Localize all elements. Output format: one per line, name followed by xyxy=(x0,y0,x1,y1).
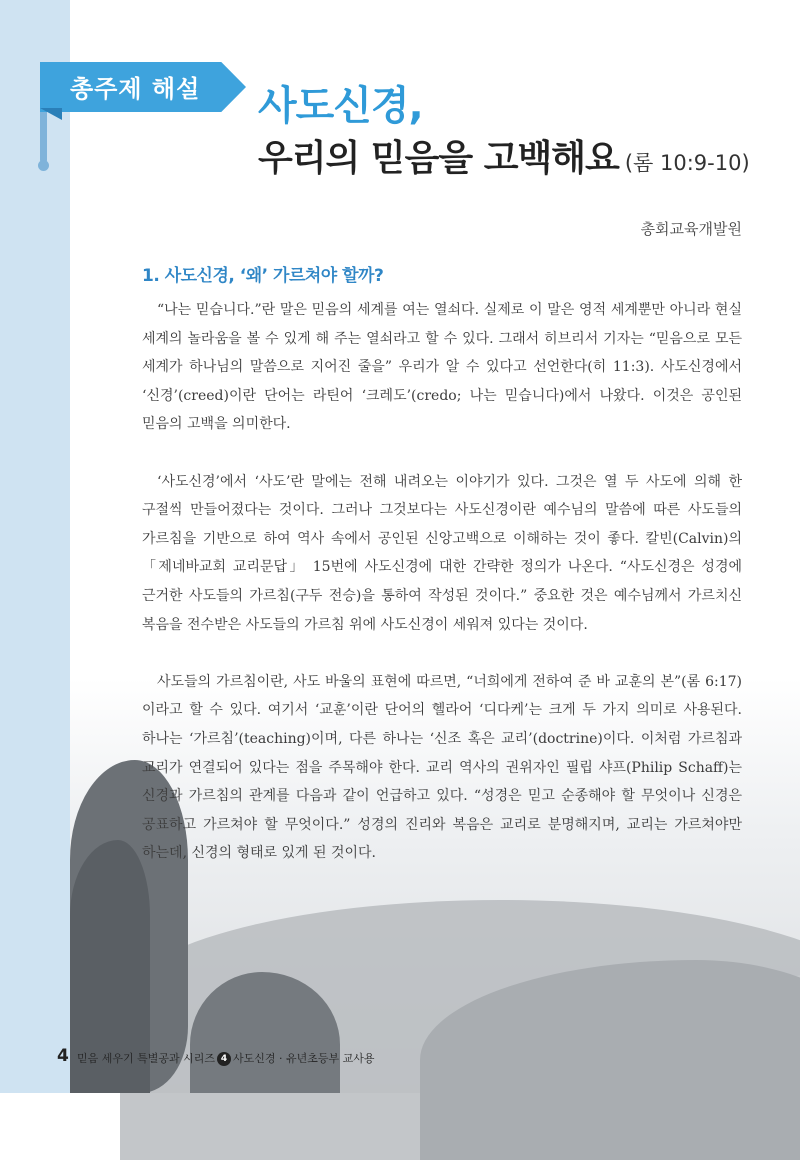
paragraph: “나는 믿습니다.”란 말은 믿음의 세계를 여는 열쇠다. 실제로 이 말은 영적 세계뿐만 아니라 현실 세계의 놀라움을 볼 수 있게 해 주는 열쇠라고 할 수 있다. 그래서 히브리서 기자는 “믿음으로 모든 세계가 하나님의 말씀으로 지어진 줄을” 우리가 알 수 있다고 선언한다(히 11:3). 사도신경에서 ‘신경’(creed)이란 단어는 라틴어 ‘크레도’(credo; 나는 믿습니다)에서 나왔다. 이것은 공인된 믿음의 고백을 의미한다. xyxy=(142,302,742,433)
series-number-badge: 4 xyxy=(217,1052,231,1066)
topic-label: 총주제 해설 xyxy=(70,75,201,103)
page-title-line1: 사도신경, xyxy=(258,83,423,129)
author-credit: 총회교육개발원 xyxy=(640,220,742,238)
paragraph: ‘사도신경’에서 ‘사도’란 말에는 전해 내려오는 이야기가 있다. 그것은 열 두 사도에 의해 한 구절씩 만들어졌다는 것이다. 그러나 그것보다는 사도신경이란 예수님의 말씀에 따른 사도들의 가르침을 기반으로 하여 역사 속에서 공인된 신앙고백으로 이해하는 것이 좋다. 칼빈(Calvin)의 「제네바교회 교리문답」 15번에 사도신경에 대한 간략한 정의가 나온다. “사도신경은 성경에 근거한 사도들의 가르침(구두 전승)을 통하여 작성된 것이다.” 중요한 것은 예수님께서 가르치신 복음을 전수받은 사도들의 가르침 위에 사도신경이 세워져 있다는 것이다. xyxy=(142,473,742,633)
page-number: 4 xyxy=(57,1046,69,1066)
footer-series xyxy=(77,1050,375,1066)
scripture-reference: (롬 10:9-10) xyxy=(624,151,750,175)
left-side-band xyxy=(0,0,70,1093)
section-heading: 1. 사도신경, ‘왜’ 가르쳐야 할까? xyxy=(142,266,384,286)
flag-pole-base-icon xyxy=(38,160,49,171)
paragraph: 사도들의 가르침이란, 사도 바울의 표현에 따르면, “너희에게 전하여 준 바 교훈의 본”(롬 6:17)이라고 할 수 있다. 여기서 ‘교훈’이란 단어의 헬라어 ‘디다케’는 크게 두 가지 의미로 사용된다. 하나는 ‘가르침’(teaching)이며, 다른 하나는 ‘신조 혹은 교리’(doctrine)이다. 이처럼 가르침과 교리가 연결되어 있다는 점을 주목해야 한다. 교리 역사의 권위자인 필립 샤프(Philip Schaff)는 신경과 가르침의 관계를 다음과 같이 언급하고 있다. “성경은 믿고 순종해야 할 무엇이나 신경은 공표하고 가르쳐야 할 무엇이다.” 성경의 진리와 복음은 교리로 분명해지며, 교리는 가르쳐야만 하는데, 신경의 형태로 있게 된 것이다. xyxy=(142,673,742,862)
series-text: 믿음 세우기 특별공과 시리즈 xyxy=(77,1052,216,1065)
flag-pole-icon xyxy=(40,108,47,162)
page-title-main: 우리의 믿음을 고백해요 xyxy=(258,138,619,179)
series-subtitle: 사도신경 · 유년초등부 교사용 xyxy=(233,1052,375,1065)
article-body xyxy=(142,296,742,868)
page-title-line2 xyxy=(258,130,750,181)
